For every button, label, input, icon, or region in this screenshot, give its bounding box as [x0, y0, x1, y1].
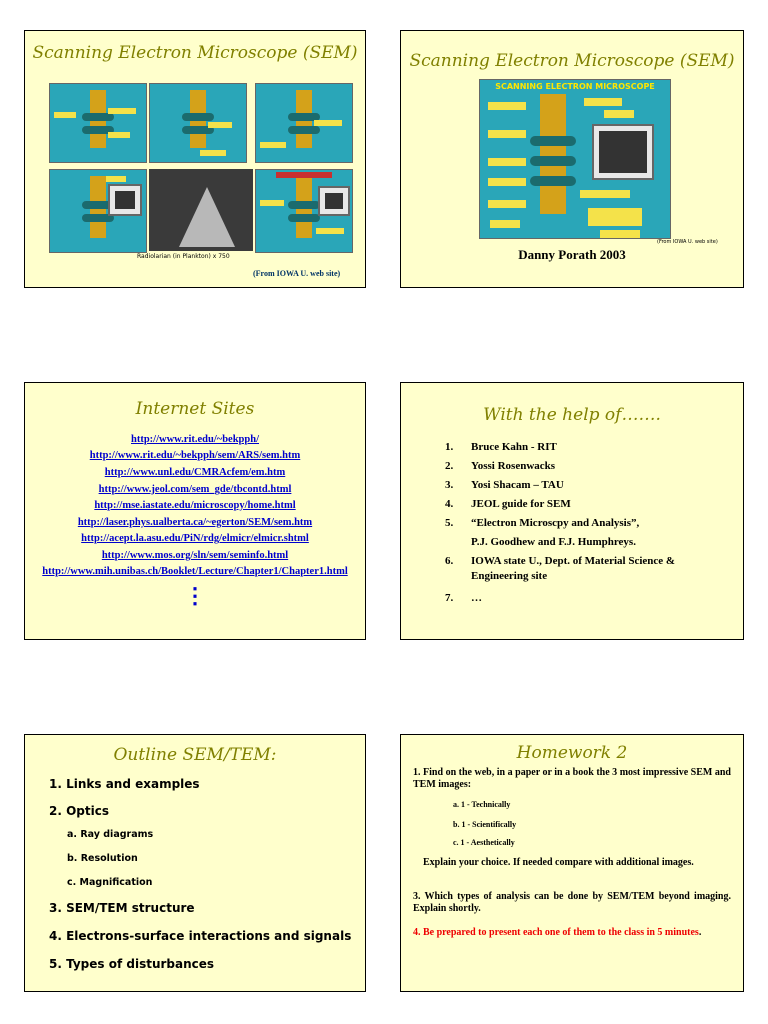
sem-labeled-diagram — [479, 79, 671, 239]
credit-item: 4. JEOL guide for SEM — [445, 498, 571, 510]
slide-3-title: Internet Sites — [135, 399, 255, 419]
sem-diagram-3 — [255, 83, 353, 163]
image-caption: Radiolarian (in Plankton) x 750 — [137, 253, 230, 260]
link-7[interactable]: http://acept.la.asu.edu/PiN/rdg/elmicr/elmicr.shtml — [81, 533, 309, 544]
author-credit: Danny Porath 2003 — [518, 247, 626, 262]
outline-item: 1. Links and examples — [49, 777, 200, 791]
homework-question-1: 1. Find on the web, in a paper or in a book the 3 most impressive SEM and TEM images: — [413, 767, 731, 790]
outline-subitem: c. Magnification — [67, 877, 153, 888]
credit-item: P.J. Goodhew and F.J. Humphreys. — [471, 536, 636, 548]
source-note: (From IOWA U. web site) — [253, 269, 341, 278]
link-4[interactable]: http://www.jeol.com/sem_gde/tbcontd.html — [98, 484, 292, 495]
homework-subitem-c: c. 1 - Aesthetically — [453, 838, 515, 847]
outline-item: 3. SEM/TEM structure — [49, 901, 195, 915]
slide-1-title: Scanning Electron Microscope (SEM) — [32, 43, 358, 63]
slide-1 — [24, 30, 366, 288]
radiolarian-sem-image — [149, 169, 253, 251]
slide-4-title: With the help of……. — [483, 405, 661, 425]
outline-item: 5. Types of disturbances — [49, 957, 215, 971]
link-9[interactable]: http://www.mih.unibas.ch/Booklet/Lecture/Chapter1/Chapter1.html — [42, 566, 348, 577]
slide-2 — [400, 30, 744, 288]
link-3[interactable]: http://www.unl.edu/CMRAcfem/em.htm — [104, 467, 286, 478]
homework-explain: Explain your choice. If needed compare with additional images. — [423, 857, 694, 868]
outline-subitem: b. Resolution — [67, 853, 138, 864]
sem-diagram-4 — [49, 169, 147, 253]
credit-item: 1. Bruce Kahn - RIT — [445, 441, 557, 453]
slide-6 — [400, 734, 744, 992]
link-5[interactable]: http://mse.iastate.edu/microscopy/home.html — [94, 500, 296, 511]
homework-subitem-a: a. 1 - Technically — [453, 800, 511, 809]
credit-item: 6. IOWA state U., Dept. of Material Science & — [445, 555, 676, 567]
credit-item: 5. “Electron Microscpy and Analysis”, — [445, 517, 640, 529]
slide-4 — [400, 382, 744, 640]
slide-5 — [24, 734, 366, 992]
outline-subitem: a. Ray diagrams — [67, 829, 154, 840]
credit-item: 2. Yossi Rosenwacks — [445, 460, 556, 472]
sem-diagram-1 — [49, 83, 147, 163]
sem-diagram-2 — [149, 83, 247, 163]
link-8[interactable]: http://www.mos.org/sln/sem/seminfo.html — [101, 550, 289, 561]
homework-q4-text: Be prepared to present each one of them to the class in 5 minutes — [423, 927, 699, 938]
slide-5-title: Outline SEM/TEM: — [113, 745, 277, 765]
slide-3 — [24, 382, 366, 640]
homework-question-4: 4. Be prepared to present each one of them to the class in 5 minutes. — [413, 927, 702, 938]
slide-2-title: Scanning Electron Microscope (SEM) — [409, 51, 735, 71]
credit-item: Engineering site — [471, 570, 548, 582]
homework-subitem-b: b. 1 - Scientifically — [453, 820, 517, 829]
diagram-header: SCANNING ELECTRON MICROSCOPE — [495, 82, 655, 91]
credit-item: 3. Yosi Shacam – TAU — [445, 479, 564, 491]
sem-diagram-5 — [255, 169, 353, 253]
outline-item: 4. Electrons-surface interactions and signals — [49, 929, 352, 943]
link-1[interactable]: http://www.rit.edu/~bekpph/ — [131, 434, 259, 445]
outline-item: 2. Optics — [49, 804, 109, 818]
credit-item: 7. … — [445, 592, 482, 604]
link-6[interactable]: http://laser.phys.ualberta.ca/~egerton/SEM/sem.htm — [77, 517, 313, 528]
more-links-ellipsis: ⋮ — [184, 583, 206, 608]
link-2[interactable]: http://www.rit.edu/~bekpph/sem/ARS/sem.htm — [89, 450, 301, 461]
diagram-source-note: (From IOWA U. web site) — [657, 239, 718, 245]
homework-question-3: 3. Which types of analysis can be done by SEM/TEM beyond imaging. Explain shortly. — [413, 891, 731, 914]
slide-6-title: Homework 2 — [516, 743, 628, 763]
